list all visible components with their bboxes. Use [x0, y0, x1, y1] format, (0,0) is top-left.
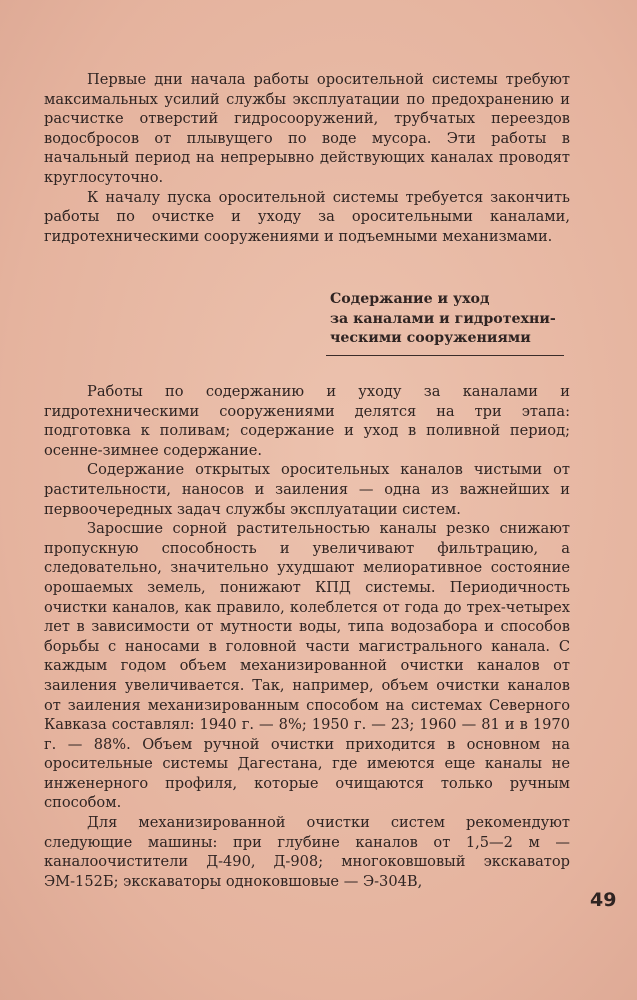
- body-text: [44, 382, 570, 891]
- paragraph: Работы по содержанию и уходу за каналами и гидротехническими сооружениями делятся на три этапа: подготовка к поливам; содержание и уход в поливной период; осенне-зимнее содержание.: [44, 383, 570, 459]
- paragraph: К началу пуска оросительной системы требуется закончить работы по очистке и уходу за оросительными каналами, гидротехническими сооружениями и подъемными механизмами.: [44, 188, 570, 245]
- paragraph: Для механизированной очистки систем рекомендуют следующие машины: при глубине каналов от 1,5—2 м — каналоочистители Д-490, Д-908; многоковшовый экскаватор ЭМ-152Б; экскаваторы одноковшовые — Э-304В,: [44, 814, 570, 890]
- section-heading: [330, 290, 562, 349]
- paragraph: Первые дни начала работы оросительной системы требуют максимальных усилий службы эксплуатации по предохранению и расчистке отверстий гидросооружений, трубчатых переездов водосбросов от плывущего по воде мусора. Эти работы в начальный период на непрерывно действующих каналах проводят круглосуточно.: [44, 71, 570, 186]
- section-heading-line: Содержание и уход: [330, 291, 490, 307]
- section-heading-line: ческими сооружениями: [330, 330, 531, 346]
- page-number: 49: [590, 889, 617, 911]
- section-heading-line: за каналами и гидротехни-: [330, 310, 556, 327]
- intro-text: [44, 70, 570, 246]
- paragraph: Заросшие сорной растительностью каналы резко снижают пропускную способность и увеличивают фильтрацию, а следовательно, значительно ухудшают мелиоративное состояние орошаемых земель, понижают КПД системы. Периодичность очистки каналов, как правило, колеблется от года до трех-четырех лет в зависимости от мутности воды, типа водозабора и способов борьбы с наносами в головной части магистрального канала. С каждым годом объем механизированной очистки каналов от заиления увеличивается. Так, например, объем очистки каналов от заиления механизированным способом на системах Северного Кавказа составлял: 1940 г. — 8%; 1950 г. — 23; 1960 — 81 и в 1970 г. — 88%. Объем ручной очистки приходится в основном на оросительные системы Дагестана, где имеются еще каналы не инженерного профиля, которые очищаются только ручным способом.: [44, 520, 570, 812]
- paragraph: Содержание открытых оросительных каналов чистыми от растительности, наносов и заиления — одна из важнейших и первоочередных задач службы эксплуатации систем.: [44, 461, 570, 518]
- heading-underline: [326, 355, 564, 356]
